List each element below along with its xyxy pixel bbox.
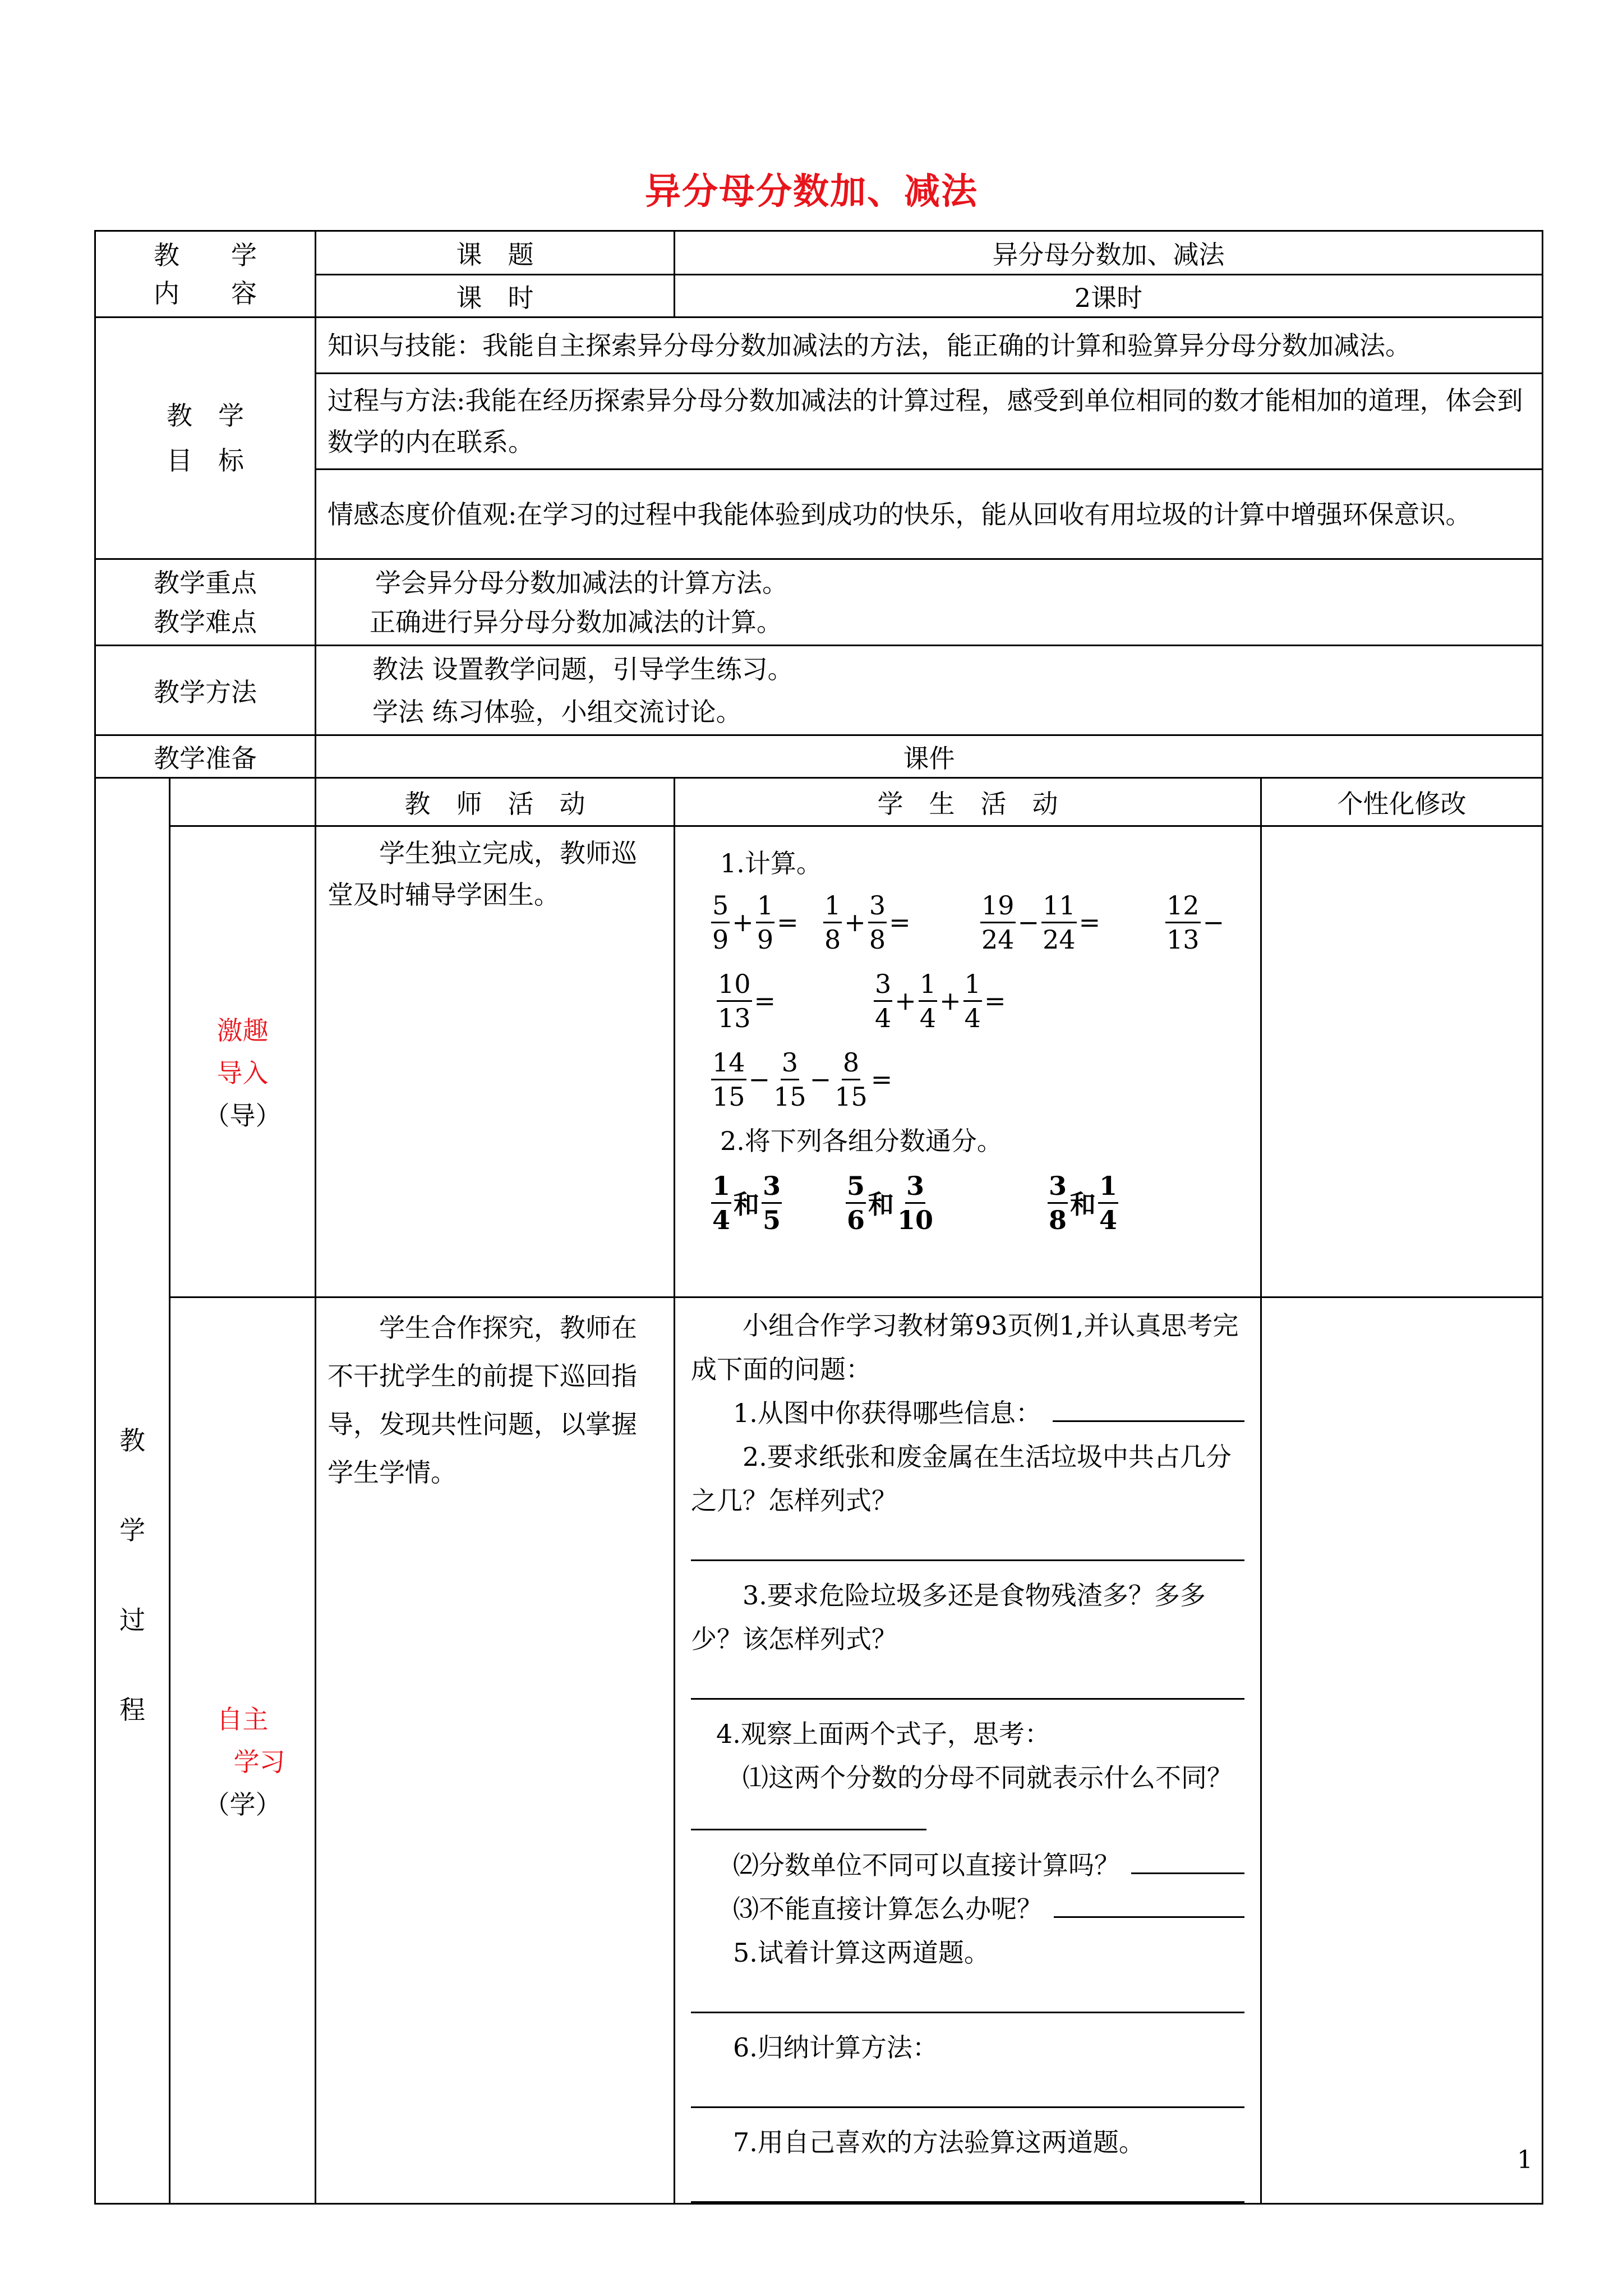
- page-title: 异分母分数加、减法: [645, 171, 978, 213]
- stage1-student: [675, 826, 1261, 1297]
- denominator: 4: [964, 1002, 981, 1033]
- hours-label: 课 时: [316, 275, 675, 318]
- numerator: 3: [1048, 1173, 1068, 1204]
- denominator: 4: [1099, 1204, 1118, 1235]
- numerator: 1: [756, 892, 774, 923]
- lesson-plan-table: [94, 230, 1543, 2205]
- numerator: 8: [842, 1050, 860, 1080]
- numerator: 3: [781, 1050, 799, 1080]
- denominator: 8: [1049, 1204, 1067, 1235]
- teaching-method: 教法 设置教学问题，引导学生练习。: [372, 654, 794, 684]
- pair-1: [709, 1170, 843, 1235]
- fraction-pairs: [709, 1163, 1260, 1242]
- operator: 和: [734, 1189, 760, 1220]
- operator: =: [1078, 907, 1101, 937]
- teacher-activity-header: 教 师 活 动: [316, 778, 675, 826]
- denominator: 15: [834, 1081, 868, 1112]
- operator: +: [844, 907, 866, 937]
- q1-row: [691, 1391, 1244, 1435]
- calc-row-2: [714, 961, 1260, 1040]
- q1-answer-line: [1053, 1397, 1244, 1422]
- calc-row-1: [709, 883, 1260, 961]
- calc-row-3: [709, 1040, 1260, 1119]
- operator: =: [889, 907, 911, 937]
- fraction: [919, 968, 937, 1033]
- q6-text: 6.归纳计算方法：: [733, 2032, 938, 2063]
- q2-text: 2.要求纸张和废金属在生活垃圾中共占几分之几？怎样列式？: [691, 1442, 1232, 1516]
- operator: +: [939, 986, 961, 1016]
- numerator: 14: [711, 1050, 746, 1080]
- stage-header-blank: [170, 778, 316, 826]
- operator: =: [870, 1064, 893, 1094]
- expr-d: [1163, 892, 1224, 953]
- numerator: 5: [846, 1173, 866, 1204]
- fraction: [1041, 892, 1077, 953]
- operator: +: [732, 907, 754, 937]
- denominator: 24: [1043, 924, 1076, 955]
- stage2-teacher: 学生合作探究，教师在不干扰学生的前提下巡回指导，发现共性问题，以掌握学生学情。: [316, 1297, 675, 2204]
- q4a-row: [691, 1756, 1244, 1843]
- key-points-label: [95, 559, 316, 646]
- difficulty-label: 教学难点: [154, 606, 257, 637]
- stage2-student: [675, 1297, 1261, 2204]
- q5-answer-line: [691, 1978, 1244, 2013]
- expr-b: [821, 892, 978, 953]
- pair-3: [1045, 1170, 1121, 1235]
- q4a-text: ⑴这两个分数的分母不同就表示什么不同？: [743, 1763, 1233, 1793]
- hours-value: 2课时: [675, 275, 1543, 318]
- expr-f: [872, 968, 1006, 1033]
- fraction: [756, 892, 774, 953]
- expr-g: [709, 1047, 893, 1112]
- stage1-name-line2: 导入: [216, 1057, 269, 1088]
- fraction: [711, 1170, 731, 1235]
- denominator: 24: [981, 924, 1015, 955]
- stage2-name: [170, 1297, 316, 2204]
- fraction: [874, 968, 892, 1033]
- modify-header: 个性化修改: [1261, 778, 1543, 826]
- topic-label: 课 题: [316, 231, 675, 275]
- q1-text: 1.从图中你获得哪些信息：: [733, 1398, 1041, 1428]
- numerator: 3: [762, 1173, 782, 1204]
- preparation-value: 课件: [316, 735, 1543, 778]
- objective-process: 过程与方法:我能在经历探索异分母分数加减法的计算过程，感受到单位相同的数才能相加的道理，体会到数学的内在联系。: [316, 374, 1543, 470]
- numerator: 10: [717, 971, 752, 1002]
- objectives-label: [95, 318, 316, 559]
- expr-a: [709, 892, 821, 953]
- methods-values: [316, 646, 1543, 735]
- numerator: 1: [1098, 1173, 1118, 1204]
- fraction: [1048, 1170, 1068, 1235]
- denominator: 6: [847, 1204, 865, 1235]
- stage2-name-line2: 学习: [233, 1746, 285, 1777]
- denominator: 4: [712, 1204, 731, 1235]
- q4c-answer-line: [1054, 1893, 1244, 1918]
- stage1-modify: [1261, 826, 1543, 1297]
- denominator: 13: [718, 1002, 751, 1033]
- q7-answer-line: [691, 2168, 1244, 2203]
- operator: =: [777, 907, 799, 937]
- denominator: 4: [919, 1002, 937, 1033]
- methods-label: 教学方法: [95, 646, 316, 735]
- q4a-answer-line: [691, 1805, 926, 1830]
- objective-emotion: 情感态度价值观:在学习的过程中我能体验到成功的快乐，能从回收有用垃圾的计算中增强环保意识。: [316, 470, 1543, 559]
- stage1-name-line1: 激趣: [216, 1015, 269, 1046]
- stage1-name: [170, 826, 316, 1297]
- operator: −: [809, 1064, 832, 1094]
- numerator: 3: [868, 892, 887, 923]
- content-label-line2: 内 容: [154, 278, 257, 309]
- operator: −: [1017, 907, 1040, 937]
- group-study-intro: 小组合作学习教材第93页例1,并认真思考完成下面的问题：: [691, 1310, 1239, 1384]
- denominator: 9: [757, 924, 774, 955]
- q4c-row: [691, 1887, 1244, 1931]
- process-label: [95, 778, 170, 2204]
- operator: −: [748, 1064, 771, 1094]
- fraction: [896, 1170, 934, 1235]
- operator: =: [984, 986, 1006, 1016]
- student-activity-header: 学 生 活 动: [675, 778, 1261, 826]
- fraction: [711, 892, 730, 953]
- fraction: [717, 968, 752, 1033]
- stage1-teacher: 学生独立完成，教师巡堂及时辅导学困生。: [316, 826, 675, 1297]
- fraction: [711, 1047, 746, 1112]
- content-label-cell: [95, 231, 316, 318]
- learning-method: 学法 练习体验，小组交流讨论。: [372, 696, 742, 727]
- common-denominator-question: 2.将下列各组分数通分。: [720, 1126, 1003, 1156]
- numerator: 1: [823, 892, 842, 923]
- q7-text: 7.用自己喜欢的方法验算这两道题。: [733, 2127, 1145, 2157]
- denominator: 8: [869, 924, 886, 955]
- denominator: 15: [712, 1081, 745, 1112]
- operator: +: [895, 986, 916, 1016]
- numerator: 1: [963, 971, 982, 1002]
- fraction: [762, 1170, 782, 1235]
- objectives-label-line2: 目 标: [167, 445, 244, 476]
- q4c-text: ⑶不能直接计算怎么办呢？: [733, 1894, 1043, 1924]
- numerator: 3: [905, 1173, 925, 1204]
- fraction: [963, 968, 982, 1033]
- preparation-label: 教学准备: [95, 735, 316, 778]
- expr-c: [978, 892, 1163, 953]
- expr-e: [714, 968, 872, 1033]
- key-point-value: 学会异分母分数加减法的计算方法。: [375, 567, 788, 598]
- process-label-char: 学: [119, 1515, 145, 1545]
- objective-knowledge: 知识与技能：我能自主探索异分母分数加减法的方法，能正确的计算和验算异分母分数加减法。: [316, 318, 1543, 374]
- fraction: [980, 892, 1016, 953]
- fraction: [823, 892, 842, 953]
- q4b-answer-line: [1131, 1849, 1244, 1874]
- numerator: 11: [1041, 892, 1077, 923]
- operator: 和: [1070, 1189, 1096, 1220]
- q4-text: 4.观察上面两个式子，思考：: [716, 1719, 1050, 1749]
- fraction: [846, 1170, 866, 1235]
- fraction: [1165, 892, 1201, 953]
- fraction: [868, 892, 887, 953]
- q3-text: 3.要求危险垃圾多还是食物残渣多？多多少？该怎样列式？: [691, 1580, 1206, 1654]
- q2-answer-line: [691, 1526, 1244, 1561]
- numerator: 3: [874, 971, 892, 1002]
- numerator: 1: [711, 1173, 731, 1204]
- denominator: 13: [1166, 924, 1200, 955]
- numerator: 19: [980, 892, 1016, 923]
- q4b-row: [691, 1843, 1244, 1887]
- stage2-modify: [1261, 1297, 1543, 2204]
- denominator: 10: [897, 1204, 934, 1235]
- numerator: 1: [919, 971, 937, 1002]
- operator: 和: [868, 1189, 895, 1220]
- process-label-char: 程: [119, 1694, 145, 1725]
- stage1-tag: （导）: [204, 1100, 282, 1131]
- pair-2: [843, 1170, 1045, 1235]
- q3-answer-line: [691, 1664, 1244, 1700]
- key-point-label: 教学重点: [154, 567, 257, 598]
- fraction: [772, 1047, 808, 1112]
- objectives-label-line1: 教 学: [167, 401, 244, 431]
- process-label-char: 过: [119, 1604, 145, 1635]
- fraction: [833, 1047, 869, 1112]
- difficulty-value: 正确进行异分母分数加减法的计算。: [370, 606, 782, 637]
- denominator: 9: [712, 924, 729, 955]
- fraction: [1098, 1170, 1118, 1235]
- process-label-char: 教: [119, 1425, 145, 1456]
- denominator: 5: [763, 1204, 781, 1235]
- q4b-text: ⑵分数单位不同可以直接计算吗？: [733, 1850, 1120, 1880]
- numerator: 12: [1165, 892, 1201, 923]
- q6-answer-line: [691, 2073, 1244, 2108]
- denominator: 15: [773, 1081, 806, 1112]
- calc-question: 1.计算。: [720, 848, 822, 878]
- key-points-values: [316, 559, 1543, 646]
- denominator: 4: [875, 1002, 892, 1033]
- denominator: 8: [824, 924, 841, 955]
- page-number: 1: [1517, 2146, 1533, 2174]
- operator: =: [754, 986, 776, 1016]
- stage2-name-line1: 自主: [216, 1704, 269, 1734]
- stage2-tag: （学）: [204, 1789, 282, 1820]
- topic-value: 异分母分数加、减法: [675, 231, 1543, 275]
- content-label-line1: 教 学: [154, 240, 257, 270]
- operator: −: [1202, 907, 1225, 937]
- q5-text: 5.试着计算这两道题。: [733, 1938, 990, 1968]
- numerator: 5: [711, 892, 730, 923]
